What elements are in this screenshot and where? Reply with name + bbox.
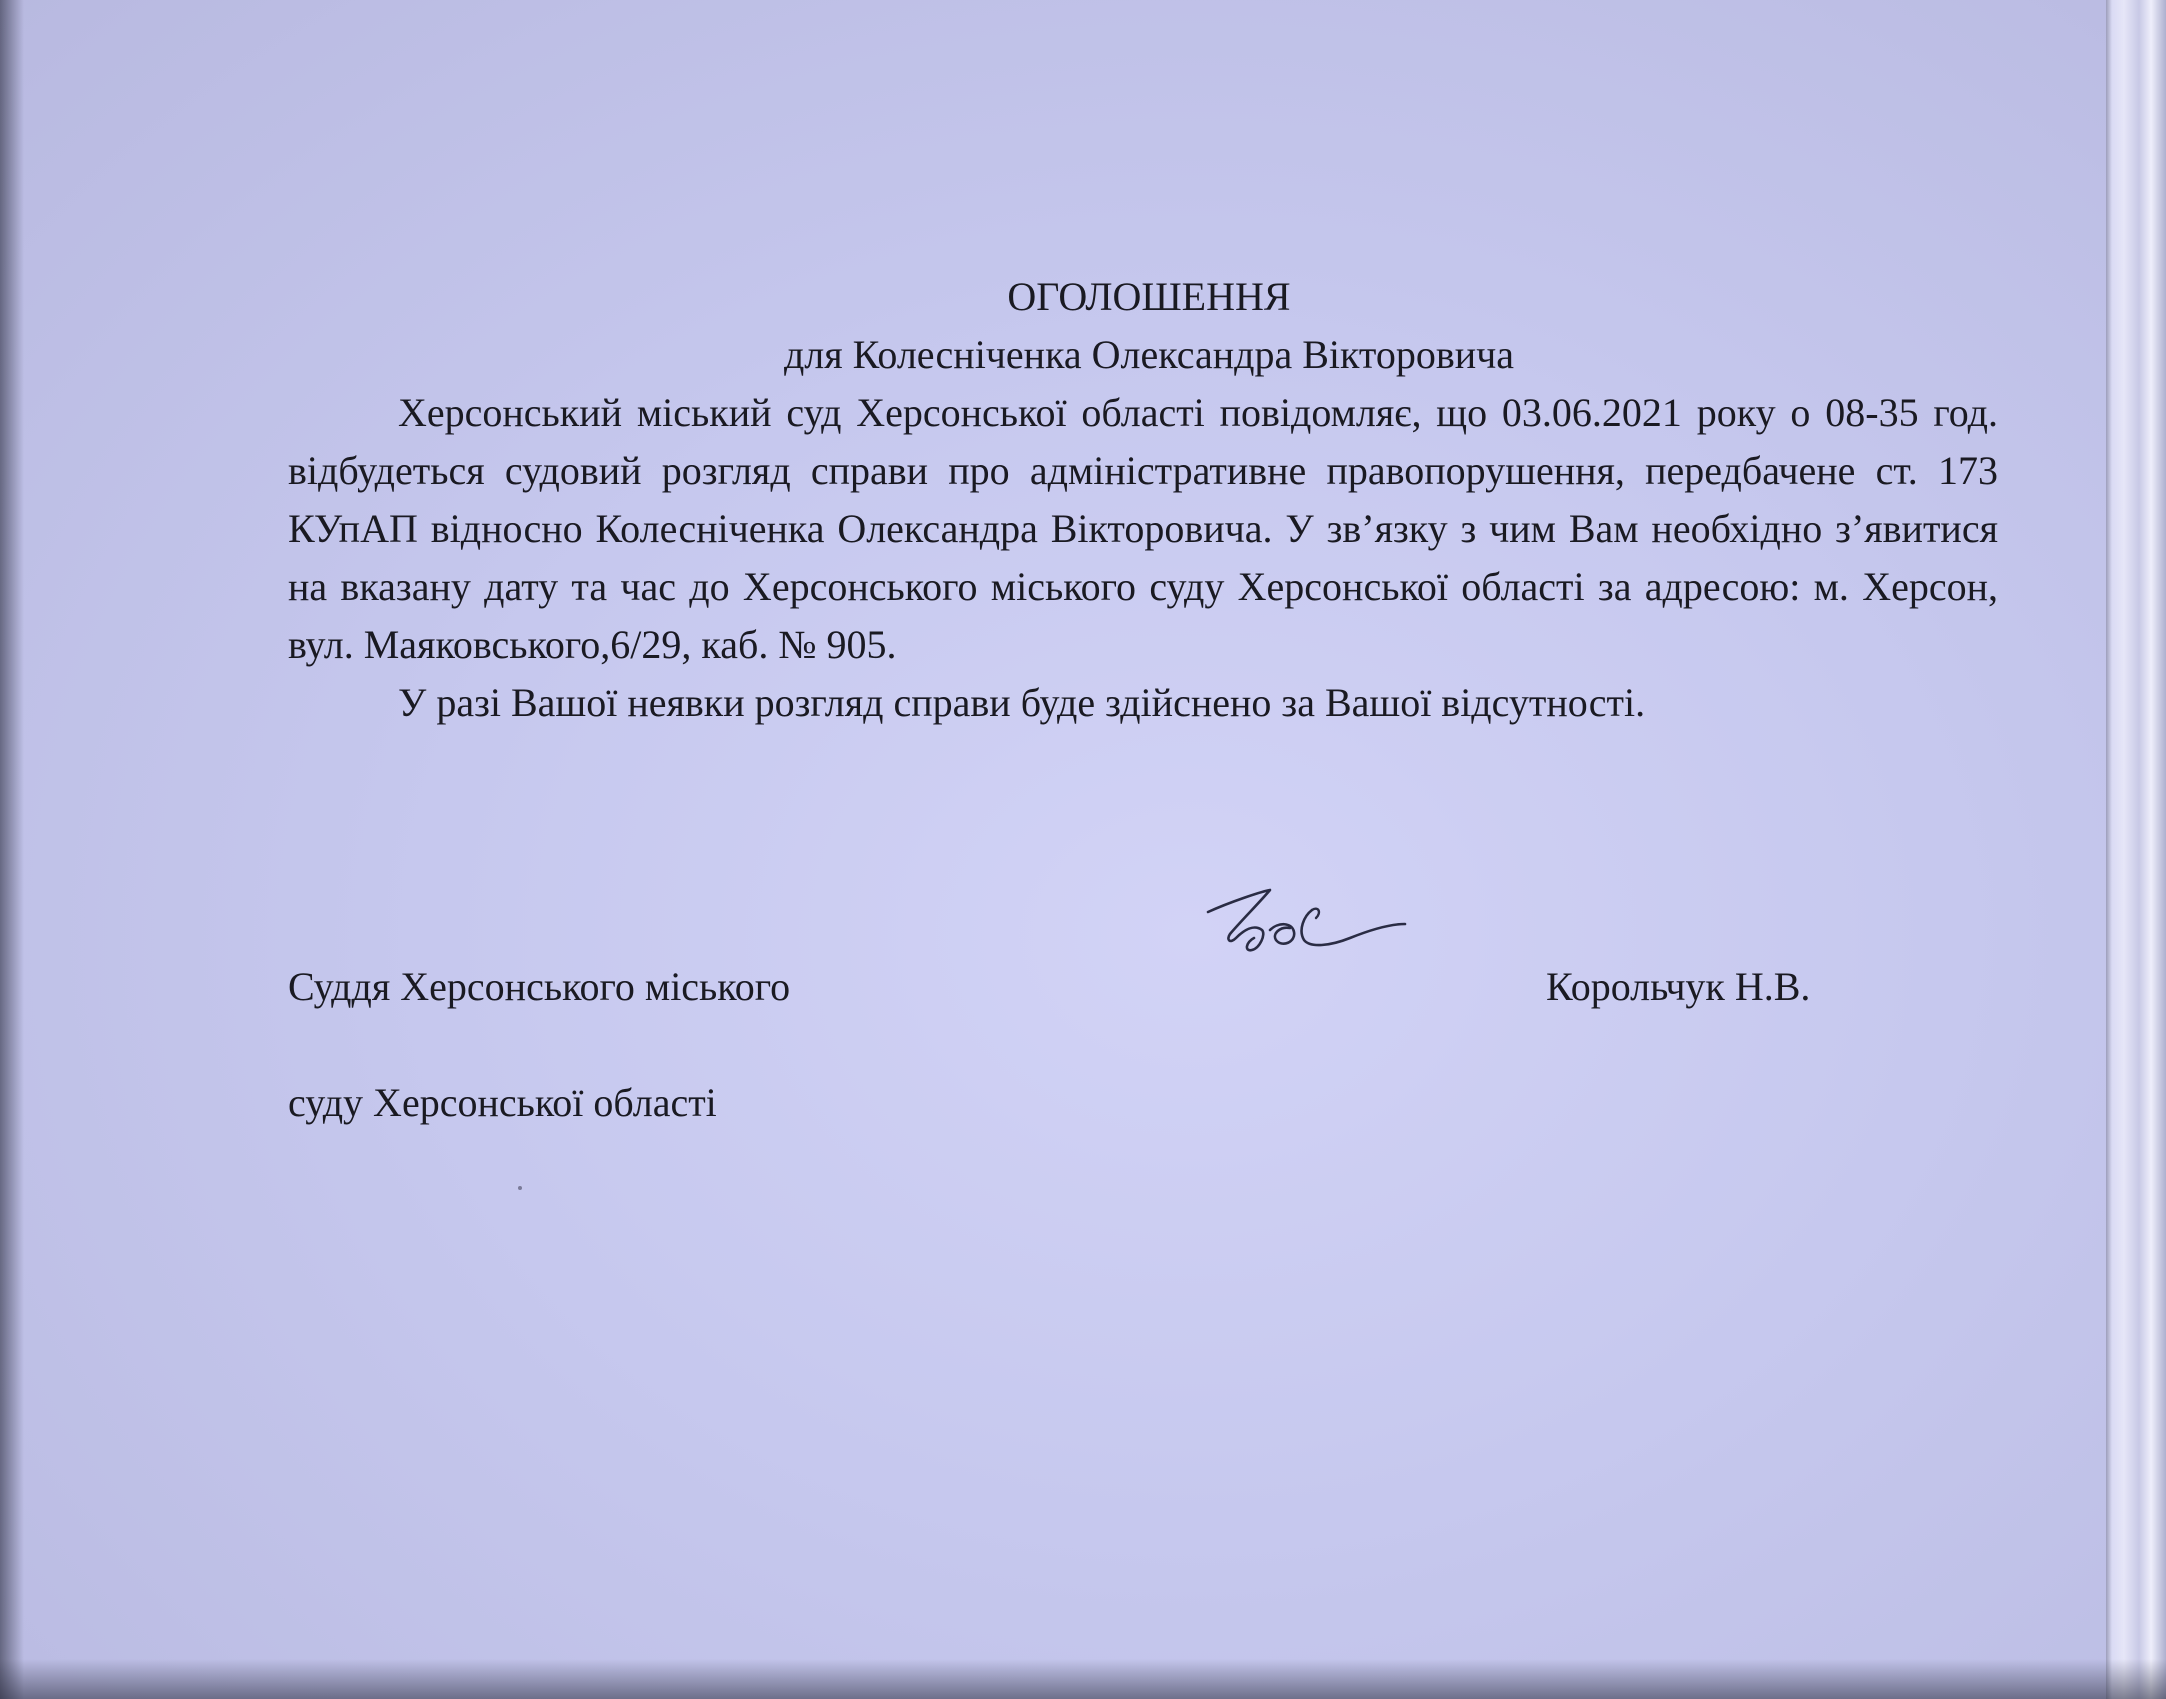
bottom-shadow — [0, 1659, 2166, 1699]
judge-title — [288, 900, 790, 1190]
left-shadow — [0, 0, 24, 1699]
judge-title-line-2: суду Херсонської області — [288, 1080, 717, 1125]
notice-recipient: для Колесніченка Олександра Вікторовича — [783, 332, 1515, 377]
judge-title-line-1: Суддя Херсонського міського — [288, 964, 791, 1009]
notice-document — [288, 268, 1998, 732]
signature-block — [288, 900, 1998, 1125]
notice-title: ОГОЛОШЕННЯ — [1007, 274, 1291, 319]
paper-stack-edge — [2106, 0, 2166, 1699]
judge-name: Корольчук Н.В. — [1546, 964, 1811, 1009]
paper-speck — [518, 1186, 522, 1190]
handwritten-signature — [1200, 872, 1410, 972]
signature-stroke-4 — [1312, 909, 1319, 918]
notice-paragraph-absence: У разі Вашої неявки розгляд справи буде здійснено за Вашої відсутності. — [398, 680, 1646, 725]
signature-stroke-2 — [1270, 924, 1294, 943]
notice-paragraph-hearing: Херсонський міський суд Херсонської області повідомляє, що 03.06.2021 року о 08-35 год. відбудеться судовий розгляд справи про адміністративне правопорушення, передбачене ст. 173 КУпАП відносно Колесніченка Олександра Вікторовича. У зв’язку з чим Вам необхідно з’явитися на вказану дату та час до Херсонського міського суду Херсонської області за адресою: м. Херсон, вул. Маяковського,6/29, каб. № 905. — [288, 390, 1998, 667]
signature-stroke-1 — [1208, 890, 1270, 950]
